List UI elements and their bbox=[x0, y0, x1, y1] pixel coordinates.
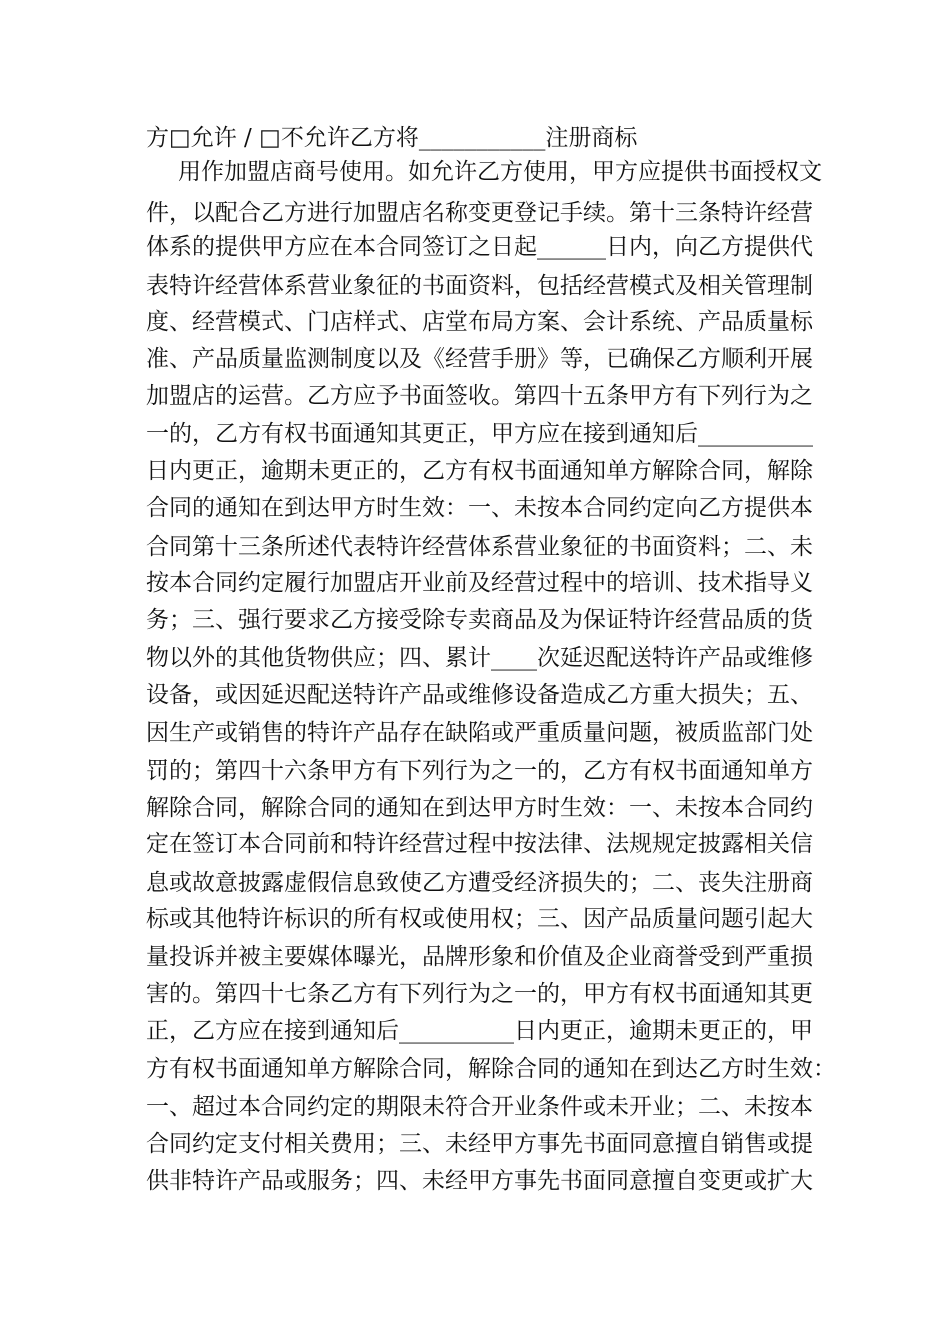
text-line: 方有权书面通知单方解除合同，解除合同的通知在到达乙方时生效： bbox=[146, 1056, 836, 1082]
text-line: 务；三、强行要求乙方接受除专卖商品及为保证特许经营品质的货 bbox=[146, 607, 813, 633]
text-line: 度、经营模式、门店样式、店堂布局方案、会计系统、产品质量标 bbox=[146, 309, 813, 335]
text-line: 表特许经营体系营业象征的书面资料，包括经营模式及相关管理制 bbox=[146, 273, 813, 299]
text-line: 物以外的其他货物供应；四、累计____次延迟配送特许产品或维修 bbox=[146, 645, 813, 671]
paragraph-first-line: 用作加盟店商号使用。如允许乙方使用，甲方应提供书面授权文 bbox=[178, 159, 822, 185]
text-line: 供非特许产品或服务；四、未经甲方事先书面同意擅自变更或扩大 bbox=[146, 1168, 813, 1194]
text-line: 标或其他特许标识的所有权或使用权；三、因产品质量问题引起大 bbox=[146, 906, 813, 932]
text-line: 一、超过本合同约定的期限未符合开业条件或未开业；二、未按本 bbox=[146, 1094, 813, 1120]
text-line: 合同第十三条所述代表特许经营体系营业象征的书面资料；二、未 bbox=[146, 534, 813, 560]
text-line: 因生产或销售的特许产品存在缺陷或严重质量问题，被质监部门处 bbox=[146, 720, 813, 746]
text-line: 方□允许 / □不允许乙方将___________注册商标 bbox=[146, 125, 638, 151]
text-line: 准、产品质量监测制度以及《经营手册》等，已确保乙方顺利开展 bbox=[146, 346, 813, 372]
text-line: 量投诉并被主要媒体曝光，品牌形象和价值及企业商誉受到严重损 bbox=[146, 944, 813, 970]
text-line: 解除合同，解除合同的通知在到达甲方时生效：一、未按本合同约 bbox=[146, 795, 813, 821]
text-line: 体系的提供甲方应在本合同签订之日起______日内，向乙方提供代 bbox=[146, 234, 813, 260]
text-line: 定在签订本合同前和特许经营过程中按法律、法规规定披露相关信 bbox=[146, 831, 813, 857]
text-line: 合同的通知在到达甲方时生效：一、未按本合同约定向乙方提供本 bbox=[146, 495, 813, 521]
text-line: 件，以配合乙方进行加盟店名称变更登记手续。第十三条特许经营 bbox=[146, 200, 813, 226]
text-line: 息或故意披露虚假信息致使乙方遭受经济损失的；二、丧失注册商 bbox=[146, 870, 813, 896]
text-line: 加盟店的运营。乙方应予书面签收。第四十五条甲方有下列行为之 bbox=[146, 383, 813, 409]
text-line: 一的，乙方有权书面通知其更正，甲方应在接到通知后__________ bbox=[146, 421, 813, 447]
text-line: 日内更正，逾期未更正的，乙方有权书面通知单方解除合同，解除 bbox=[146, 458, 813, 484]
text-line: 合同约定支付相关费用；三、未经甲方事先书面同意擅自销售或提 bbox=[146, 1131, 813, 1157]
text-line: 害的。第四十七条乙方有下列行为之一的，甲方有权书面通知其更 bbox=[146, 981, 813, 1007]
text-line: 罚的；第四十六条甲方有下列行为之一的，乙方有权书面通知单方 bbox=[146, 758, 813, 784]
text-line: 按本合同约定履行加盟店开业前及经营过程中的培训、技术指导义 bbox=[146, 570, 813, 596]
text-line: 正，乙方应在接到通知后__________日内更正，逾期未更正的，甲 bbox=[146, 1018, 813, 1044]
text-line: 设备，或因延迟配送特许产品或维修设备造成乙方重大损失；五、 bbox=[146, 682, 813, 708]
